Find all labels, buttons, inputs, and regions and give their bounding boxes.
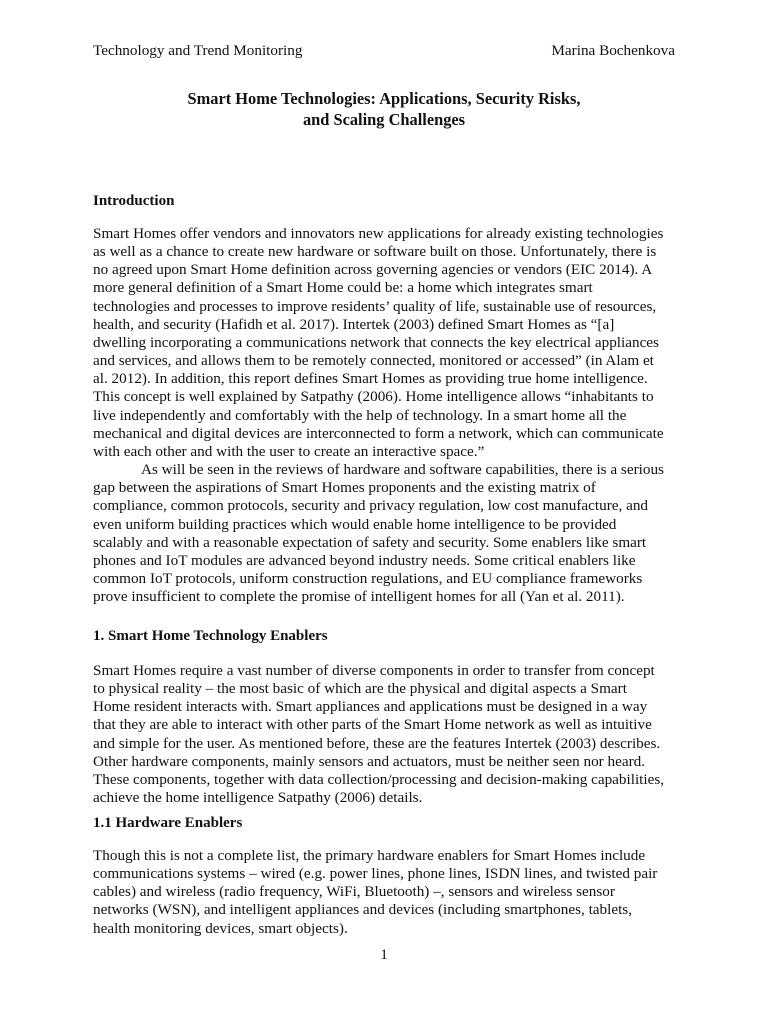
header-left: Technology and Trend Monitoring [93,42,303,59]
text-line: achieve the home intelligence Satpathy (2006) details. [93,789,423,807]
text-line: cables) and wireless (radio frequency, WiFi, Bluetooth) –, sensors and wireless sensor [93,883,615,901]
heading-introduction: Introduction [93,193,175,209]
page-number: 1 [380,946,388,963]
text-line: Smart Homes offer vendors and innovators new applications for already existing technologies [93,225,664,242]
text-line: more general definition of a Smart Home could be: a home which integrates smart [93,279,593,297]
text-line: gap between the aspirations of Smart Homes proponents and the existing matrix of [93,479,596,497]
paragraph-section-1 [93,662,676,807]
text-line: live independently and comfortably with the help of technology. In a smart home all the [93,406,627,424]
paragraph-section-1-1 [93,847,676,938]
title-line: Smart Home Technologies: Applications, Security Risks, [187,89,581,108]
text-line: Smart Homes require a vast number of diverse components in order to transfer from concept [93,662,655,679]
running-header [93,42,675,62]
text-line: mechanical and digital devices are interconnected to form a network, which can communicate [93,424,664,442]
text-line: no agreed upon Smart Home definition across governing agencies or vendors (EIC 2014). A [93,261,653,279]
heading-section-1: 1. Smart Home Technology Enablers [93,628,328,644]
heading-section-1-1: 1.1 Hardware Enablers [93,815,243,831]
text-line: al. 2012). In addition, this report defines Smart Homes as providing true home intelligence. [93,370,648,388]
text-line: to physical reality – the most basic of which are the physical and digital aspects a Smart [93,680,627,698]
text-line: networks (WSN), and intelligent appliances and devices (including smartphones, tablets, [93,901,633,919]
text-line: as well as a chance to create new hardware or software built on those. Unfortunately, there is [93,243,657,261]
text-line: and services, and allows them to be remotely connected, monitored or accessed” (in Alam et [93,352,654,370]
text-line: scalably and with a reasonable expectation of safety and security. Some enablers like smart [93,533,647,551]
text-line: Home resident interacts with. Smart appliances and applications must be designed in a way [93,698,648,716]
text-line: These components, together with data collection/processing and decision-making capabilities, [93,770,665,788]
text-line: Though this is not a complete list, the primary hardware enablers for Smart Homes include [93,847,646,864]
header-right: Marina Bochenkova [551,42,675,59]
text-line: and simple for the user. As mentioned before, these are the features Intertek (2003) describes. [93,734,661,752]
title-line: and Scaling Challenges [302,110,466,129]
text-line: dwelling incorporating a communications network that connects the key electrical appliances [93,333,659,351]
text-line: even uniform building practices which would enable home intelligence to be provided [93,515,617,533]
text-line: compliance, common protocols, security and privacy regulation, low cost manufacture, and [93,497,649,515]
text-line: Other hardware components, mainly sensors and actuators, must be neither seen nor heard. [93,752,646,770]
text-line: with each other and with the user to create an interactive space.” [93,442,485,460]
text-line: health monitoring devices, smart objects). [93,919,348,937]
document-title [0,88,768,130]
text-line: that they are able to interact with other parts of the Smart Home network as well as intuitive [93,716,652,734]
text-line: common IoT protocols, uniform construction regulations, and EU compliance frameworks [93,569,643,587]
text-line: As will be seen in the reviews of hardware and software capabilities, there is a serious [141,461,664,479]
text-line: health, and security (Hafidh et al. 2017). Intertek (2003) defined Smart Homes as “[a] [93,315,615,333]
paragraph-introduction-1 [93,225,676,606]
text-line: This concept is well explained by Satpathy (2006). Home intelligence allows “inhabitants to [93,388,654,406]
text-line: phones and IoT modules are advanced beyond industry needs. Some critical enablers like [93,551,636,569]
text-line: prove insufficient to complete the promise of intelligent homes for all (Yan et al. 2011). [93,588,625,606]
text-line: technologies and processes to improve residents’ quality of life, sustainable use of resources, [93,297,657,315]
text-line: communications systems – wired (e.g. power lines, phone lines, ISDN lines, and twisted pair [93,865,658,883]
